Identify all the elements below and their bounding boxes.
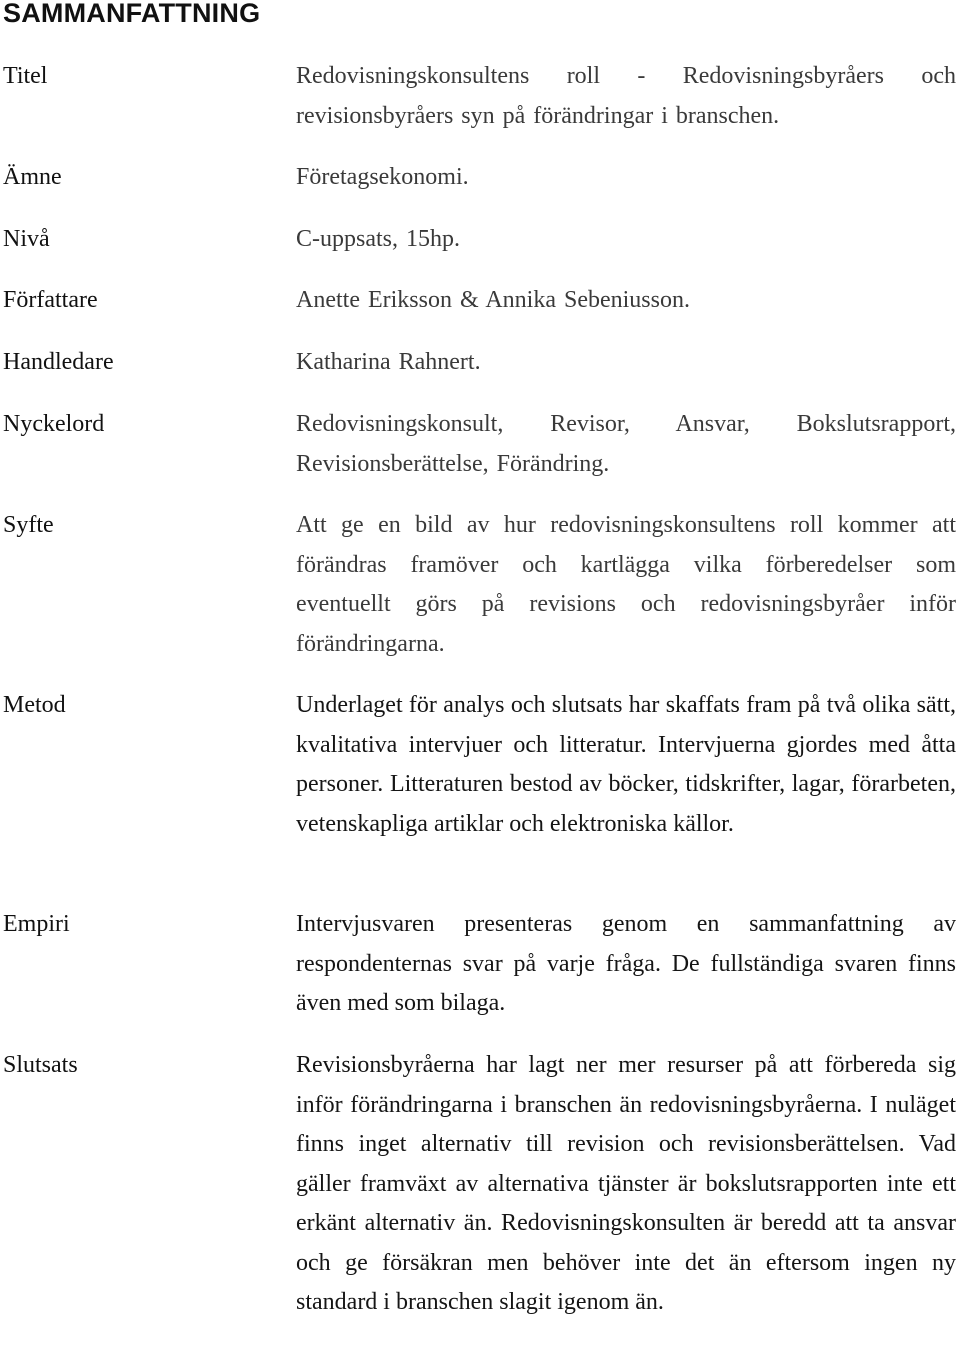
row-label-title: Titel <box>3 63 48 89</box>
row-value-method: Underlaget för analys och slutsats har skaffats fram på två olika sätt, kvalitativa intervjuer och litteratur. Intervjuerna gjordes med åtta personer. Litteraturen bestod av böcker, tidskrifter, lagar, förarbeten, vetenskapliga artiklar och elektroniska källor. <box>296 692 956 837</box>
row-label-supervisor: Handledare <box>3 349 114 375</box>
row-label-method: Metod <box>3 692 66 718</box>
row-value-subject: Företagsekonomi. <box>296 164 469 190</box>
row-label-level: Nivå <box>3 226 50 252</box>
row-label-empirics: Empiri <box>3 911 70 937</box>
row-label-authors: Författare <box>3 287 98 313</box>
row-value-keywords: Redovisningskonsult, Revisor, Ansvar, Bokslutsrapport, Revisionsberättelse, Förändring. <box>296 411 956 477</box>
row-value-authors: Anette Eriksson & Annika Sebeniusson. <box>296 287 690 313</box>
row-label-purpose: Syfte <box>3 512 54 538</box>
row-value-purpose: Att ge en bild av hur redovisningskonsultens roll kommer att förändras framöver och kartlägga vilka förberedelser som eventuellt görs på revisions och redovisningsbyråer inför förändringarna. <box>296 512 956 657</box>
page-heading: SAMMANFATTNING <box>3 0 261 28</box>
row-value-conclusion: Revisionsbyråerna har lagt ner mer resurser på att förbereda sig inför förändringarna i branschen än redovisningsbyråerna. I nuläget finns inget alternativ till revision och revisionsberättelsen. Vad gäller framväxt av alternativa tjänster är bokslutsrapporten inte ett erkänt alternativ än. Redovisningskonsulten är beredd att ta ansvar och ge försäkran men behöver inte det än eftersom ingen ny standard i branschen slagit igenom än. <box>296 1052 956 1315</box>
row-label-subject: Ämne <box>3 164 62 190</box>
row-value-level: C-uppsats, 15hp. <box>296 226 460 252</box>
row-label-keywords: Nyckelord <box>3 411 105 437</box>
row-value-supervisor: Katharina Rahnert. <box>296 349 481 375</box>
row-label-conclusion: Slutsats <box>3 1052 78 1078</box>
row-value-title: Redovisningskonsultens roll - Redovisningsbyråers och revisionsbyråers syn på förändringar i branschen. <box>296 63 956 129</box>
row-value-empirics: Intervjusvaren presenteras genom en sammanfattning av respondenternas svar på varje fråga. De fullständiga svaren finns även med som bilaga. <box>296 911 956 1016</box>
